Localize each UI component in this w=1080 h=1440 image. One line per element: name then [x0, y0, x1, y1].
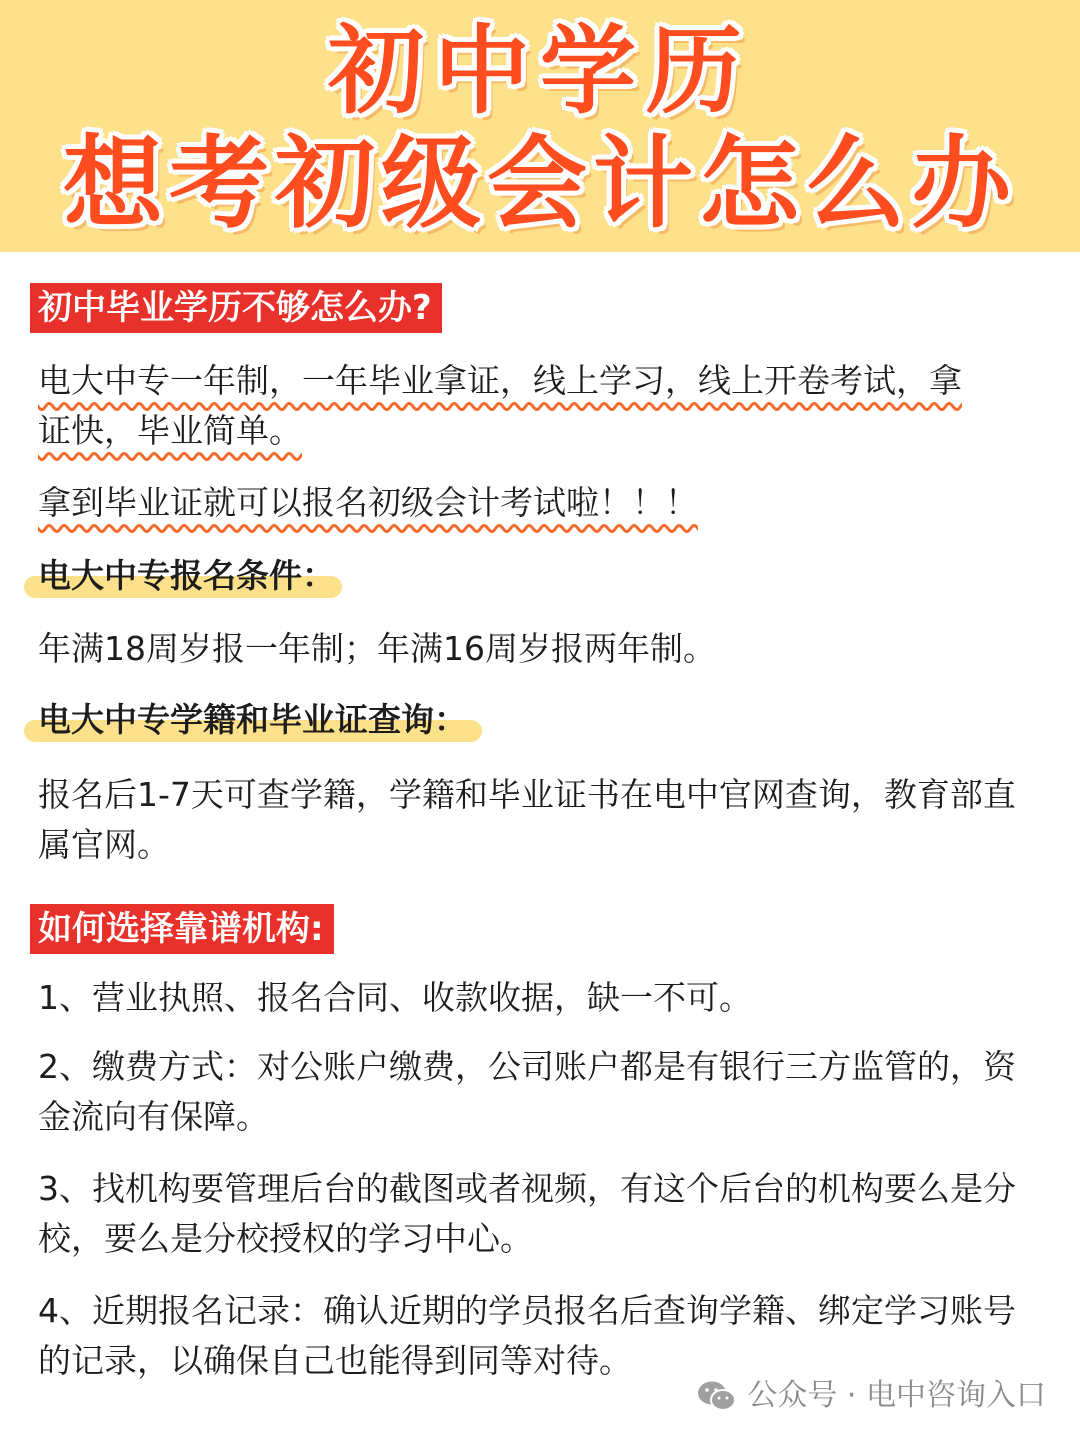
- list-item: 3、找机构要管理后台的截图或者视频，有这个后台的机构要么是分校，要么是分校授权的学习中心。: [38, 1169, 1016, 1258]
- paragraph-program-intro: [38, 356, 1038, 456]
- paragraph-line: 电大中专一年制，一年毕业拿证，线上学习，线上开卷考试，拿: [38, 361, 962, 400]
- header-banner: [0, 0, 1080, 252]
- wechat-icon: [697, 1379, 737, 1413]
- heading-status-query: 电大中专学籍和毕业证查询：: [38, 700, 467, 739]
- paragraph-line: 证快，毕业简单。: [38, 411, 302, 450]
- footer-text: 公众号 · 电中咨询入口: [747, 1378, 1046, 1413]
- list-item: 2、缴费方式：对公账户缴费，公司账户都是有银行三方监管的，资金流向有保障。: [38, 1047, 1016, 1136]
- paragraph-exam-eligibility: [38, 478, 1038, 528]
- list-item: 4、近期报名记录：确认近期的学员报名后查询学籍、绑定学习账号的记录，以确保自己也能得到同等对待。: [38, 1291, 1016, 1380]
- paragraph-line: 拿到毕业证就可以报名初级会计考试啦！！！: [38, 483, 698, 522]
- paragraph-age-requirements: 年满18周岁报一年制；年满16周岁报两年制。: [38, 629, 716, 668]
- heading-registration-conditions: 电大中专报名条件：: [38, 556, 335, 595]
- footer-watermark: [697, 1376, 1046, 1416]
- section-tag-choose-institution: 如何选择靠谱机构:: [30, 904, 334, 954]
- list-item: 1、营业执照、报名合同、收款收据，缺一不可。: [38, 978, 752, 1017]
- title-line-1: 初中学历: [328, 15, 752, 127]
- paragraph-query-info: 报名后1-7天可查学籍，学籍和毕业证书在电中官网查询，教育部直属官网。: [38, 775, 1016, 864]
- title-line-2: 想考初级会计怎么办: [63, 125, 1017, 242]
- section-tag-education: 初中毕业学历不够怎么办?: [30, 283, 442, 333]
